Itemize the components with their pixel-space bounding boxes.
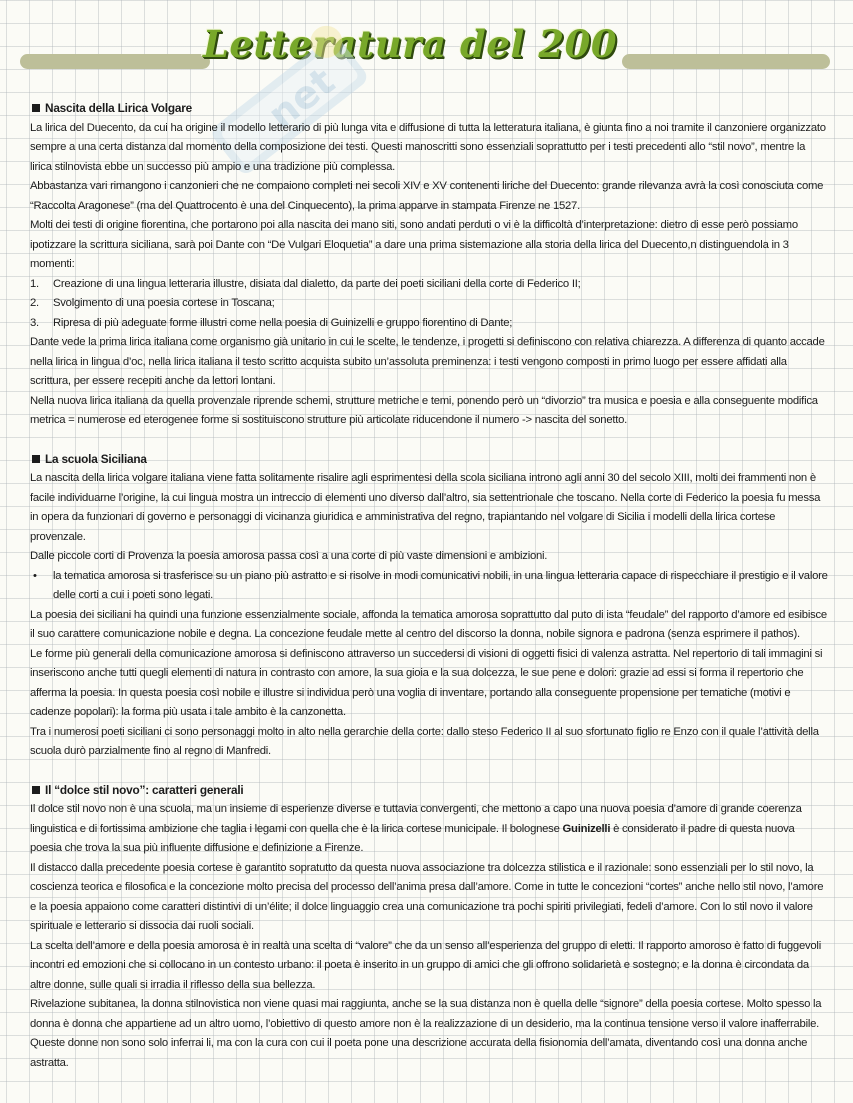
paragraph: Nella nuova lirica italiana da quella provenzale riprende schemi, strutture metriche e temi, ponendo però un “divorzio” tra musica e poesia e alla conseguente modifica metrica = numerose ed eterogenee forme si sostituiscono strutture più articolate riducendone il numero -> nascita del sonetto. bbox=[30, 394, 818, 426]
title-decoration-right bbox=[622, 54, 830, 69]
list-item: 1. Creazione di una lingua letteraria illustre, disiata dal dialetto, da parte dei poeti siciliani della corte di Federico II; bbox=[30, 277, 581, 290]
paragraph: Dante vede la prima lirica italiana come organismo già unitario in cui le scelte, le tendenze, i progetti si definiscono con relativa chiarezza. A differenza di quanto accade nella lirica in lingua d’oc, nella lirica italiana il testo scritto acquista subito un’assoluta preminenza: i testi vengono composti in primo luogo per essere affidati alla scrittura, per essere recepiti anche da lettori lontani. bbox=[30, 336, 825, 387]
numbered-list bbox=[30, 275, 828, 334]
title-decoration-left bbox=[20, 54, 210, 69]
list-item: 3. Ripresa di più adeguate forme illustri come nella poesia di Guinizelli e gruppo fiorentino di Dante; bbox=[30, 316, 513, 329]
document-body bbox=[30, 99, 828, 1092]
title-bar bbox=[0, 14, 853, 74]
paragraph: La poesia dei siciliani ha quindi una funzione essenzialmente sociale, affonda la tematica amorosa soprattutto dal puto di ista “feudale” del rapporto d’amore ed esibisce il suo carattere comunicazione nobile e degna. La concezione feudale mette al centro del discorso la donna, nobile signora e padrona (senza esprimere il pathos). bbox=[30, 608, 827, 640]
square-bullet-icon bbox=[32, 104, 40, 112]
paragraph: Le forme più generali della comunicazione amorosa si definiscono attraverso un succedersi di visioni di oggetti fisici di valenza astratta. Nel repertorio di tali immagini si inseriscono anche tutti quegli elementi di natura in contrasto con amore, la sua gioia e la sua dolcezza, le sue pene e dolori: grazie ad essi si forma il repertorio che afferma la poesia. In questa poesia così nobile e illustre si individua però una voglia di inventare, portando alla conseguente propensione per tematiche (motivi e cadenze popolari): la forma più usata i tale ambito è la canzonetta. bbox=[30, 647, 823, 718]
section-nascita-lirica bbox=[30, 99, 828, 431]
section-heading: Il “dolce stil novo”: caratteri generali bbox=[30, 781, 828, 801]
square-bullet-icon bbox=[32, 455, 40, 463]
watermark-text: net bbox=[259, 59, 343, 138]
paragraph: Abbastanza vari rimangono i canzonieri che ne compaiono completi nei secoli XIV e XV contenenti liriche del Duecento: grande rilevanza avrà la così conosciuta come “Raccolta Aragonese” (ma del Quattrocento è una del Cinquecento), la prima apparve in stampata Firenze ne 1527. bbox=[30, 180, 824, 212]
paragraph: Tra i numerosi poeti siciliani ci sono personaggi molto in alto nella gerarchie della corte: dallo steso Federico II al suo sfortunato figlio re Enzo con il quale l’attività della scuola durò parzialmente fino al regno di Manfredi. bbox=[30, 725, 819, 757]
bullet-dot-icon: • bbox=[33, 569, 37, 582]
paragraph: La scelta dell’amore e della poesia amorosa è in realtà una scelta di “valore” che da un senso all’esperienza del gruppo di eletti. Il rapporto amoroso è fatto di fuggevoli incontri ed emozioni che si collocano in un contesto urbano: il poeta è inserito in un gruppo di amici che gli offrono solidarietà e sostegno; e la donna è circondata da altre donne, sulle quali si irradia il riflesso della sua bellezza. bbox=[30, 939, 821, 991]
paragraph: Dalle piccole corti di Provenza la poesia amorosa passa così a una corte di più vaste dimensioni e ambizioni. bbox=[30, 550, 548, 562]
section-heading: La scuola Siciliana bbox=[30, 450, 828, 470]
paragraph: Rivelazione subitanea, la donna stilnovistica non viene quasi mai raggiunta, anche se la sua distanza non è quella delle “signore” della poesia cortese. Molto spesso la donna è donna che appartiene ad un altro uomo, l’obiettivo di questo amore non è la realizzazione di un desiderio, ma la continua tensione verso il valore inafferrabile. Queste donne non sono solo inferrai li, ma con la cura con cui il poeta pone una descrizione accurata della fisionomia dell’amata, diventando così una donna anche astratta. bbox=[30, 998, 822, 1069]
list-item: • la tematica amorosa si trasferisce su un piano più astratto e si risolve in modi comunicativi nobili, in una lingua letteraria capace di rispecchiare il prestigio e il valore delle corti a cui i poeti sono legati. bbox=[30, 567, 828, 606]
paragraph: Molti dei testi di origine fiorentina, che portarono poi alla nascita dei mano siti, sono andati perduti o vi è la difficoltà d’interpretazione: dietro di esse però possiamo ipotizzare la scrittura siciliana, sarà poi Dante con “De Vulgari Eloquetia” a dare una prima sistemazione alla storia della lirica del Duecento,n distinguendola in 3 momenti: bbox=[30, 219, 798, 270]
bullet-list bbox=[30, 567, 828, 606]
section-dolce-stil-novo bbox=[30, 781, 828, 1074]
bold-name: Guinizelli bbox=[562, 822, 611, 835]
list-item: 2. Svolgimento di una poesia cortese in Toscana; bbox=[30, 297, 275, 309]
paragraph: La nascita della lirica volgare italiana viene fatta solitamente risalire agli esprimentesi della scola siciliana introno agli anni 30 del secolo XIII, molti dei frammenti non è facile individuarne l’origine, la cui lingua mostra un intreccio di elementi uno diverso dall’altro, sia settentrionale che toscano. Nella corte di Federico la poesia fu messa in opera da funzionari di governo e personaggi di vicinanza giuridica e amministrativa del regno, trapiantando nel volgare di Sicilia i modelli della lirica cortese provenzale. bbox=[30, 472, 821, 543]
paragraph: La lirica del Duecento, da cui ha origine il modello letterario di più lunga vita e diffusione di tutta la letteratura italiana, è giunta fino a noi tramite il canzoniere organizzato sempre a una certa distanza dal momento della composizione dei testi. Questi manoscritti sono essenziali soprattutto per i testi precedenti allo “stil novo”, mentre la lirica stilnovista ebbe un successo più ampio e una tradizione più complessa. bbox=[30, 121, 826, 173]
section-heading: Nascita della Lirica Volgare bbox=[30, 99, 828, 119]
section-scuola-siciliana bbox=[30, 450, 828, 762]
paragraph: Il dolce stil novo non è una scuola, ma un insieme di esperienze diverse e tuttavia convergenti, che mettono a capo una nuova poesia d’amore di grande coerenza linguistica e di fortissima ambizione che taglia i legami con quella che è la lirica cortese municipale. Il bolognese Guinizelli è considerato il padre di questa nuova poesia che trova la sua più influente diffusione e definizione a Firenze. bbox=[30, 803, 802, 854]
square-bullet-icon bbox=[32, 786, 40, 794]
page-title: Letteratura del 200 bbox=[202, 22, 618, 66]
paragraph: Il distacco dalla precedente poesia cortese è garantito sopratutto da questa nuova associazione tra dolcezza stilistica e il razionale: sono essenziali per lo stil novo, la coscienza teorica e filosofica e la concezione molto precisa del processo dell’anima presa dall’amore. Come in tutte le concezioni “cortes” anche nello stil novo, l’amore e la poesia appaiono come caratteri distintivi di un’élite; il dolce linguaggio crea una comunicazione tra pochi spiriti privilegiati, fedeli d’amore. Con lo stil novo il valore spirituale e letterario si dissocia dai ruoli sociali. bbox=[30, 861, 824, 932]
